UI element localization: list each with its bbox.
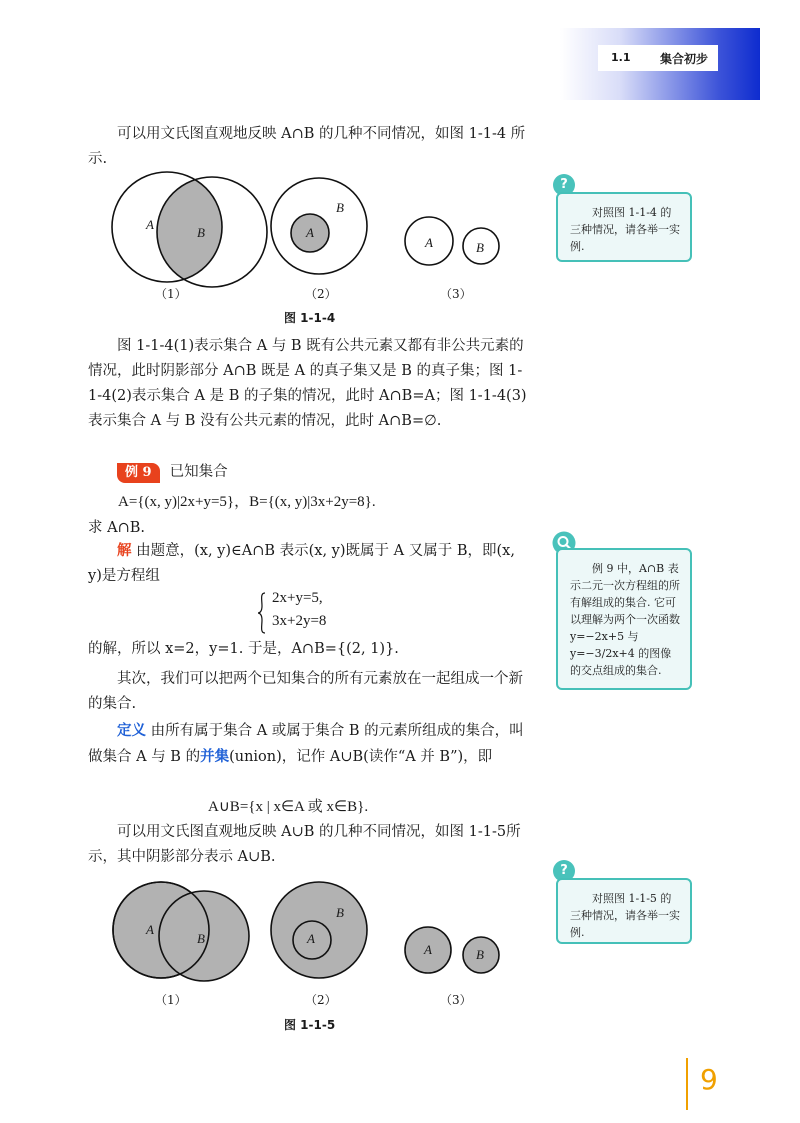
fig2-3-label-a: A [424, 942, 432, 957]
solution-result: 的解，所以 x=2，y=1. 于是，A∩B={(2, 1)}. [88, 641, 399, 657]
example-intro: 已知集合 [169, 464, 228, 480]
side-note-text: 对照图 1-1-5 的三种情况，请各举一实例. [570, 892, 680, 939]
fig2-sub-2: （2） [305, 993, 337, 1007]
side-note-question-1 [556, 192, 692, 262]
side-note-question-2 [556, 878, 692, 944]
page-number: 9 [700, 1063, 718, 1096]
definition-label: 定义 [117, 722, 146, 739]
fig1-3-label-b: B [476, 240, 484, 255]
definition-union [88, 718, 528, 770]
side-note-text: 对照图 1-1-4 的三种情况，请各举一实例. [570, 206, 680, 253]
union-formula: A∪B={x | x∈A 或 x∈B}. [208, 799, 369, 815]
paragraph-union-venn: 可以用文氏图直观地反映 A∪B 的几种不同情况，如图 1-1-5所示，其中阴影部分表示 A∪B. [88, 824, 521, 865]
solution-paragraph [88, 538, 528, 589]
paragraph-intersection-cases: 图 1-1-4(1)表示集合 A 与 B 既有公共元素又都有非公共元素的情况，此时阴影部分 A∩B 既是 A 的真子集又是 B 的真子集；图 1-1-4(2)表示集合 A 是 B 的子集的情况，此时 A∩B=A；图 1-1-4(3)表示集合 A 与 B 没有公共元素的情况，此时 A∩B=∅. [88, 338, 527, 429]
fig1-sub-1: （1） [155, 287, 187, 301]
question-icon: ? [553, 860, 575, 882]
question-icon: ? [553, 174, 575, 196]
fig2-2-label-a: A [307, 931, 315, 946]
fig2-1-label-b: B [197, 931, 205, 946]
definition-text-1: 由所有属于集合 A 或属于集合 B 的元素所组成的集合，叫做集合 A 与 B 的 [88, 723, 524, 765]
fig2-sub-1: （1） [155, 993, 187, 1007]
definition-text-2: (union)，记作 A∪B(读作“A 并 B”)，即 [229, 749, 493, 765]
example-badge: 例 9 [117, 463, 160, 483]
fig1-sub-3: （3） [440, 287, 472, 301]
fig2-2-circle-b [271, 882, 367, 978]
figure-1-1-4-caption: 图 1-1-4 [284, 311, 336, 325]
fig2-sub-3: （3） [440, 993, 472, 1007]
fig2-1-label-a: A [146, 922, 154, 937]
example-9 [117, 461, 228, 483]
solution-text: 由题意，(x, y)∈A∩B 表示(x, y)既属于 A 又属于 B，即(x, y)是方程组 [88, 543, 515, 584]
fig1-2-label-b: B [336, 200, 344, 215]
section-number: 1.1 [611, 51, 631, 64]
figure-1-1-5-caption: 图 1-1-5 [284, 1018, 336, 1032]
fig1-sub-2: （2） [305, 287, 337, 301]
fig2-2-label-b: B [336, 905, 344, 920]
fig1-1-label-b: B [197, 225, 205, 240]
side-note-text: 例 9 中，A∩B 表示二元一次方程组的所有解组成的集合. 它可以理解为两个一次函数 y=−2x+5 与 y=−3/2x+4 的图像的交点组成的集合. [570, 562, 680, 677]
definition-term: 并集 [200, 748, 230, 765]
equation-1: 2x+y=5, [272, 590, 323, 606]
example-ask: 求 A∩B. [88, 520, 145, 536]
paragraph-intersection-venn: 可以用文氏图直观地反映 A∩B 的几种不同情况，如图 1-1-4 所示. [88, 126, 526, 167]
fig1-3-label-a: A [425, 235, 433, 250]
side-note-insight [556, 548, 692, 690]
example-sets: A={(x, y)|2x+y=5}，B={(x, y)|3x+2y=8}. [118, 494, 376, 510]
fig2-3-label-b: B [476, 947, 484, 962]
system-brace [257, 592, 267, 634]
fig1-1-label-a: A [146, 217, 154, 232]
solution-label: 解 [117, 542, 132, 559]
equation-2: 3x+2y=8 [272, 613, 327, 629]
page-number-divider [686, 1058, 688, 1110]
paragraph-union-intro: 其次，我们可以把两个已知集合的所有元素放在一起组成一个新的集合. [88, 671, 523, 712]
section-title: 集合初步 [660, 52, 709, 66]
fig1-2-label-a: A [306, 225, 314, 240]
